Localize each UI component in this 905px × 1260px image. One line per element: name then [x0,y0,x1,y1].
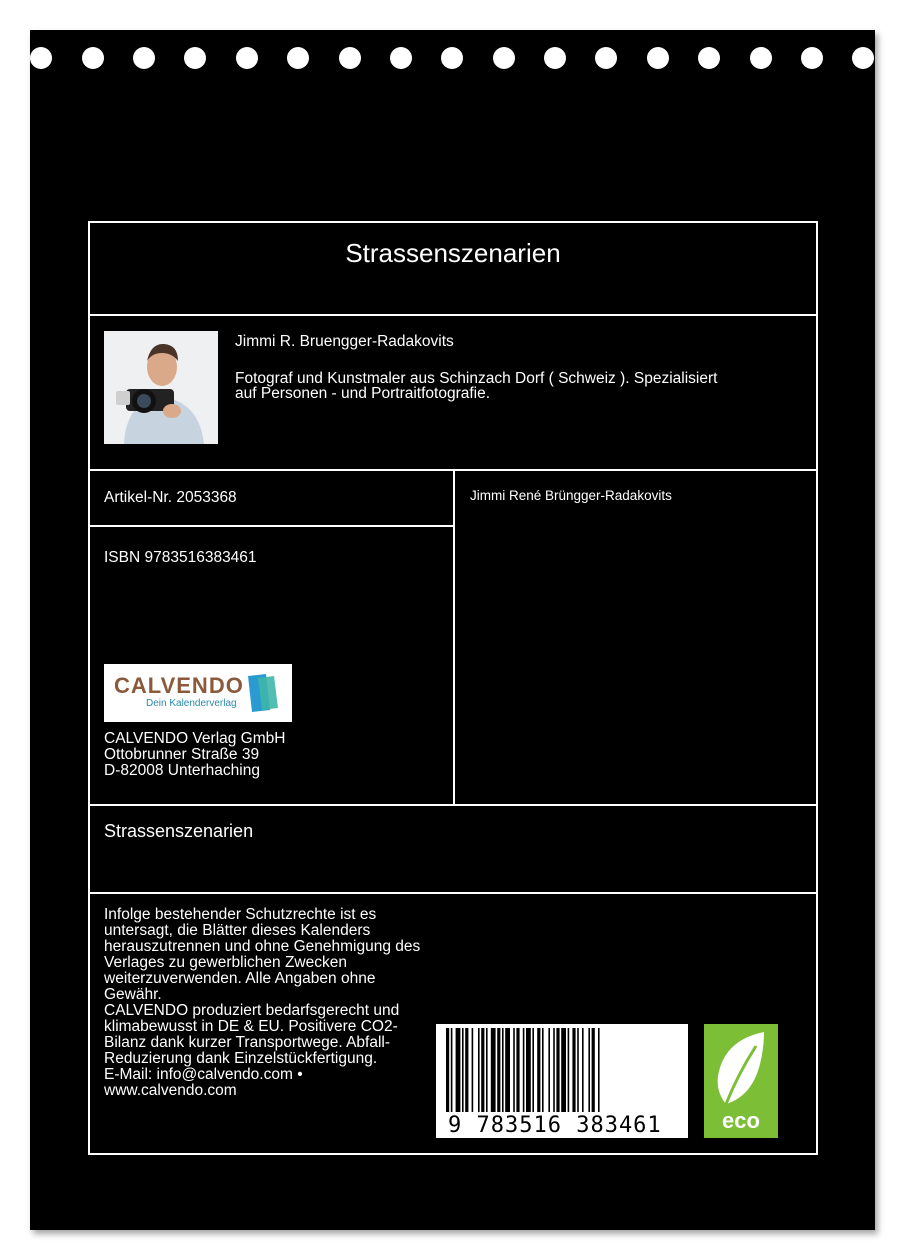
barcode-bar [556,1028,559,1112]
publisher-city: D-82008 Unterhaching [104,762,260,779]
author-bio-line2: auf Personen - und Portraitfotografie. [235,385,491,402]
logo-tagline: Dein Kalenderverlag [146,698,237,709]
subtitle-box [88,804,818,894]
eco-label: eco [722,1108,760,1133]
subtitle: Strassenszenarien [104,821,254,841]
binding-hole [698,47,720,69]
legal-line: herauszutrennen und ohne Genehmigung des [104,938,421,955]
eco-badge [704,1024,778,1138]
author-photo [104,331,218,444]
publisher-street: Ottobrunner Straße 39 [104,746,260,763]
barcode-bar [548,1028,550,1112]
barcode-bar [553,1028,555,1112]
binding-hole [390,47,412,69]
barcode-bar [486,1028,488,1112]
copyright-holder: Jimmi René Brüngger-Radakovits [470,488,672,503]
legal-text [104,907,420,1099]
article-number: Artikel-Nr. 2053368 [104,489,237,506]
barcode-bar [451,1028,453,1112]
isbn-barcode [436,1024,688,1138]
barcode-bar [472,1028,474,1112]
barcode-bar [577,1028,579,1112]
legal-line: Reduzierung dank Einzelstückfertigung. [104,1050,378,1067]
barcode-bar [598,1028,600,1112]
copyright-box [453,469,818,806]
legal-line: www.calvendo.com [104,1082,237,1099]
barcode-bar [542,1028,544,1112]
barcode-bar [491,1028,496,1112]
legal-line: untersagt, die Blätter dieses Kalenders [104,922,371,939]
legal-line: Verlages zu gewerblichen Zwecken [104,954,347,971]
barcode-bar [561,1028,566,1112]
logo-page-icon [244,672,280,714]
legal-line: E-Mail: info@calvendo.com • [104,1066,303,1083]
binding-hole [852,47,874,69]
binding-hole [493,47,515,69]
barcode-bar [537,1028,540,1112]
binding-hole [544,47,566,69]
legal-line: Bilanz dank kurzer Transportwege. Abfall- [104,1034,391,1051]
isbn: ISBN 9783516383461 [104,549,257,566]
binding-hole [133,47,155,69]
binding-hole [441,47,463,69]
binding-hole [82,47,104,69]
binding-hole [595,47,617,69]
leaf-icon [704,1024,778,1114]
binding-hole [339,47,361,69]
barcode-bar [497,1028,500,1112]
barcode-bar [462,1028,464,1112]
calendar-title: Strassenszenarien [345,238,561,268]
barcode-digits: 9 783516 383461 [448,1113,662,1138]
publisher-name: CALVENDO Verlag GmbH [104,730,286,747]
barcode-bar [526,1028,531,1112]
legal-line: klimabewusst in DE & EU. Positivere CO2- [104,1018,398,1035]
legal-line: Infolge bestehender Schutzrechte ist es [104,906,377,923]
binding-hole [750,47,772,69]
author-name: Jimmi R. Bruengger-Radakovits [235,333,454,350]
logo-wordmark: CALVENDO [114,673,244,698]
binding-hole [30,47,52,69]
barcode-bars [436,1024,688,1114]
barcode-bar [568,1028,570,1112]
calvendo-logo [104,664,292,722]
legal-line: CALVENDO produziert bedarfsgerecht und [104,1002,400,1019]
barcode-bar [592,1028,595,1112]
barcode-bar [588,1028,590,1112]
barcode-bar [456,1028,461,1112]
barcode-bar [513,1028,515,1112]
barcode-bar [478,1028,480,1112]
author-bio-line1: Fotograf und Kunstmaler aus Schinzach Dorf ( Schweiz ). Spezialisiert [235,370,718,387]
barcode-bar [505,1028,510,1112]
barcode-bar [502,1028,504,1112]
barcode-bar [465,1028,468,1112]
binding-holes [0,0,905,60]
barcode-bar [516,1028,519,1112]
legal-line: Gewähr. [104,986,162,1003]
binding-hole [801,47,823,69]
barcode-bar [446,1028,449,1112]
barcode-bar [532,1028,534,1112]
binding-hole [287,47,309,69]
binding-hole [236,47,258,69]
barcode-bar [582,1028,584,1112]
barcode-bar [481,1028,484,1112]
barcode-bar [572,1028,575,1112]
legal-line: weiterzuverwenden. Alle Angaben ohne [104,970,376,987]
binding-hole [647,47,669,69]
barcode-bar [523,1028,525,1112]
binding-hole [184,47,206,69]
